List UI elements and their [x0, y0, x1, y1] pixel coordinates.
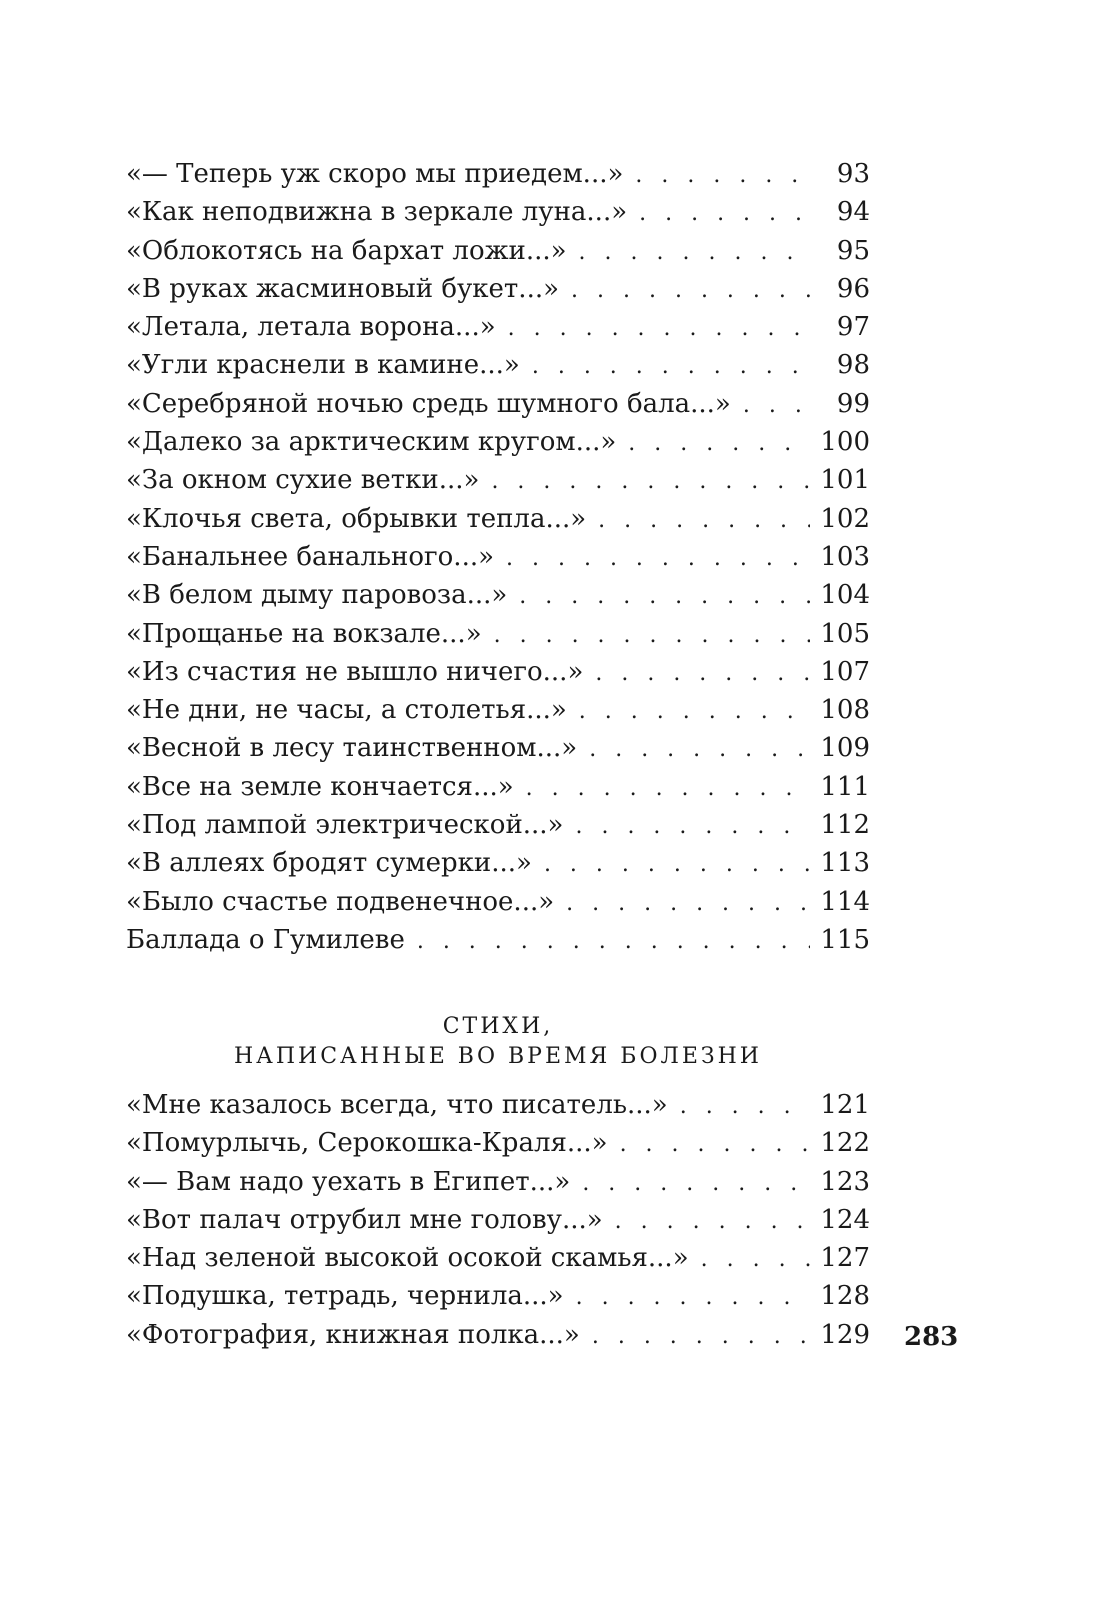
dot-leader [598, 502, 810, 540]
dot-leader [579, 693, 811, 731]
toc-entry [126, 308, 870, 346]
toc-entry [126, 385, 870, 423]
dot-leader [519, 578, 810, 616]
dot-leader [506, 540, 810, 578]
section-heading-line-1: СТИХИ, [442, 1014, 554, 1039]
toc-entry-title: «Как неподвижна в зеркале луна...» [126, 197, 628, 228]
toc-entry-title: «Банальнее банального...» [126, 541, 494, 572]
toc-entry-title: «Весной в лесу таинственном...» [126, 733, 578, 764]
toc-entry [126, 1163, 870, 1201]
toc-entry [126, 500, 870, 538]
toc-entry-page-number: 127 [820, 1243, 870, 1274]
dot-leader [701, 1241, 811, 1279]
toc-entry-title: «Облокотясь на бархат ложи...» [126, 235, 567, 266]
toc-entry [126, 461, 870, 499]
toc-entry [126, 232, 870, 270]
toc-entry [126, 921, 870, 959]
toc-entry-title: «Все на земле кончается...» [126, 771, 514, 802]
toc-entry [126, 1239, 870, 1277]
toc-entry [126, 806, 870, 844]
dot-leader [620, 1126, 811, 1164]
dot-leader [615, 1203, 811, 1241]
toc-list-main [126, 155, 870, 959]
dot-leader [508, 310, 814, 348]
toc-entry-page-number: 121 [820, 1090, 870, 1120]
dot-leader [589, 731, 810, 769]
toc-entry-title: «Помурлычь, Серокошка-Краля...» [126, 1128, 608, 1159]
toc-entry [126, 1277, 870, 1315]
toc-entry-page-number: 97 [836, 312, 870, 343]
dot-leader [571, 272, 814, 310]
dot-leader [532, 348, 814, 386]
toc-entry-page-number: 111 [820, 771, 870, 802]
toc-entry-page-number: 95 [836, 235, 870, 266]
toc-entry-page-number: 101 [820, 465, 870, 496]
toc-entry [126, 844, 870, 882]
section-heading-line-2: НАПИСАННЫЕ ВО ВРЕМЯ БОЛЕЗНИ [234, 1044, 762, 1069]
toc-entry-title: «Серебряной ночью средь шумного бала...» [126, 388, 731, 419]
toc-entry [126, 346, 870, 384]
toc-entry [126, 768, 870, 806]
toc-entry-title: «Далеко за арктическим кругом...» [126, 427, 617, 458]
toc-entry [126, 1086, 870, 1124]
toc-entry-title: «В руках жасминовый букет...» [126, 273, 560, 304]
dot-leader [544, 846, 810, 884]
toc-entry-title: «Фотография, книжная полка...» [126, 1319, 580, 1350]
toc-entry-page-number: 93 [836, 159, 870, 189]
dot-leader [639, 195, 814, 233]
dot-leader [494, 617, 811, 655]
toc-entry [126, 691, 870, 729]
toc-entry [126, 423, 870, 461]
dot-leader [579, 234, 814, 272]
toc-entry-page-number: 108 [820, 695, 870, 726]
toc-entry [126, 193, 870, 231]
toc-entry-title: «Мне казалось всегда, что писатель...» [126, 1090, 668, 1120]
toc-entry-title: «Подушка, тетрадь, чернила...» [126, 1281, 564, 1312]
toc-entry [126, 1201, 870, 1239]
toc-entry-page-number: 107 [820, 656, 870, 687]
toc-entry [126, 1124, 870, 1162]
toc-entry-title: «Клочья света, обрывки тепла...» [126, 503, 587, 534]
toc-entry-title: «Летала, летала ворона...» [126, 312, 496, 343]
dot-leader [680, 1088, 811, 1126]
toc-entry [126, 729, 870, 767]
toc-entry-title: «В аллеях бродят сумерки...» [126, 848, 532, 879]
toc-entry-page-number: 105 [820, 618, 870, 649]
toc-entry-title: «Не дни, не часы, а столетья...» [126, 695, 567, 726]
dot-leader [592, 1318, 811, 1356]
toc-list-illness-poems [126, 1086, 870, 1354]
dot-leader [743, 387, 814, 425]
toc-entry-title: «За окном сухие ветки...» [126, 465, 480, 496]
toc-entry-page-number: 129 [820, 1319, 870, 1350]
toc-entry [126, 1316, 870, 1354]
dot-leader [491, 463, 810, 501]
dot-leader [635, 157, 814, 195]
toc-entry-page-number: 123 [820, 1166, 870, 1197]
toc-entry-title: «Было счастье подвенечное...» [126, 886, 555, 917]
dot-leader [595, 655, 810, 693]
dot-leader [566, 885, 810, 923]
toc-entry-title: «В белом дыму паровоза...» [126, 580, 508, 611]
toc-entry-page-number: 100 [820, 427, 870, 458]
toc-entry [126, 615, 870, 653]
toc-entry [126, 576, 870, 614]
toc-entry-page-number: 99 [836, 388, 870, 419]
toc-entry-title: «— Теперь уж скоро мы приедем...» [126, 159, 624, 189]
toc-entry-title: «Прощанье на вокзале...» [126, 618, 482, 649]
toc-entry-page-number: 122 [820, 1128, 870, 1159]
toc-entry-title: «Из счастия не вышло ничего...» [126, 656, 584, 687]
toc-entry-page-number: 114 [820, 886, 870, 917]
toc-entry-page-number: 103 [820, 541, 870, 572]
toc-entry-page-number: 104 [820, 580, 870, 611]
toc-entry-title: «Под лампой электрической...» [126, 810, 564, 841]
toc-entry-page-number: 96 [836, 273, 870, 304]
toc-entry-page-number: 98 [836, 350, 870, 381]
toc-entry-page-number: 113 [820, 848, 870, 879]
toc-entry [126, 653, 870, 691]
section-heading [126, 1012, 870, 1072]
toc-entry-page-number: 128 [820, 1281, 870, 1312]
toc-entry-title: «Над зеленой высокой осокой скамья...» [126, 1243, 689, 1274]
dot-leader [628, 425, 810, 463]
toc-entry [126, 883, 870, 921]
dot-leader [582, 1165, 810, 1203]
toc-entry [126, 270, 870, 308]
page-number: 283 [904, 1322, 959, 1352]
dot-leader [417, 923, 811, 961]
toc-entry-title: «Вот палач отрубил мне голову...» [126, 1204, 603, 1235]
toc-entry-page-number: 109 [820, 733, 870, 764]
toc-entry-title: Баллада о Гумилеве [126, 924, 405, 955]
toc-entry [126, 155, 870, 193]
toc-entry-page-number: 115 [820, 924, 870, 955]
dot-leader [576, 1279, 811, 1317]
toc-entry-title: «Угли краснели в камине...» [126, 350, 520, 381]
toc-entry-page-number: 124 [820, 1204, 870, 1235]
dot-leader [575, 808, 810, 846]
toc-entry-page-number: 102 [820, 503, 870, 534]
toc-entry-page-number: 112 [820, 810, 870, 841]
dot-leader [526, 770, 811, 808]
toc-entry-page-number: 94 [836, 197, 870, 228]
toc-entry [126, 538, 870, 576]
toc-entry-title: «— Вам надо уехать в Египет...» [126, 1166, 571, 1197]
